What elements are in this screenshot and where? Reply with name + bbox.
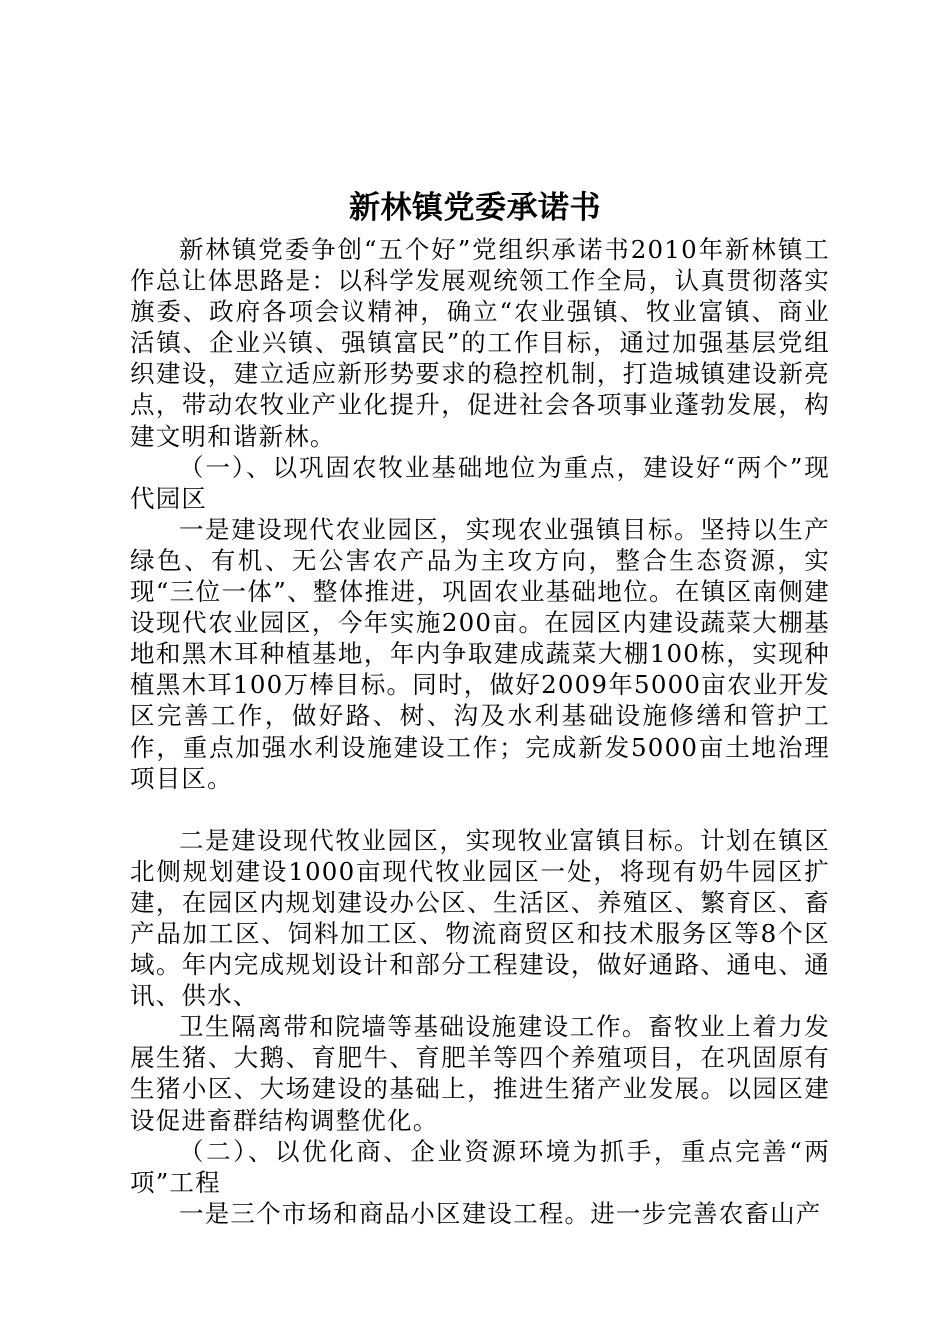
document-body: [130, 234, 830, 1229]
section-heading-2: （二）、以优化商、企业资源环境为抓手，重点完善“两项”工程: [130, 1136, 830, 1197]
paragraph-agriculture-park: 一是建设现代农业园区，实现农业强镇目标。坚持以生产绿色、有机、无公害农产品为主攻方向，整合生态资源，实现“三位一体”、整体推进，巩固农业基础地位。在镇区南侧建设现代农业园区，今年实施200亩。在园区内建设蔬菜大棚基地和黑木耳种植基地，年内争取建成蔬菜大棚100栋，实现种植黑木耳100万棒目标。同时，做好2009年5000亩农业开发区完善工作，做好路、树、沟及水利基础设施修缮和管护工作，重点加强水利设施建设工作；完成新发5000亩土地治理项目区。: [130, 514, 830, 793]
paragraph-livestock-park: 二是建设现代牧业园区，实现牧业富镇目标。计划在镇区北侧规划建设1000亩现代牧业园区一处，将现有奶牛园区扩建，在园区内规划建设办公区、生活区、养殖区、繁育区、畜产品加工区、饲料加工区、物流商贸区和技术服务区等8个区域。年内完成规划设计和部分工程建设，做好通路、通电、通讯、供水、: [130, 825, 830, 1011]
paragraph-livestock-continued: 卫生隔离带和院墙等基础设施建设工作。畜牧业上着力发展生猪、大鹅、育肥牛、育肥羊等四个养殖项目，在巩固原有生猪小区、大场建设的基础上，推进生猪产业发展。以园区建设促进畜群结构调整优化。: [130, 1012, 830, 1135]
document-title: 新林镇党委承诺书: [349, 190, 601, 226]
paragraph-markets: 一是三个市场和商品小区建设工程。进一步完善农畜山产: [179, 1198, 822, 1228]
section-heading-1: （一）、以巩固农牧业基础地位为重点，建设好“两个”现代园区: [130, 452, 830, 513]
paragraph-intro: 新林镇党委争创“五个好”党组织承诺书2010年新林镇工作总让体思路是：以科学发展观统领工作全局，认真贯彻落实旗委、政府各项会议精神，确立“农业强镇、牧业富镇、商业活镇、企业兴镇、强镇富民”的工作目标，通过加强基层党组织建设，建立适应新形势要求的稳控机制，打造城镇建设新亮点，带动农牧业产业化提升，促进社会各项事业蓬勃发展，构建文明和谐新林。: [130, 235, 830, 451]
